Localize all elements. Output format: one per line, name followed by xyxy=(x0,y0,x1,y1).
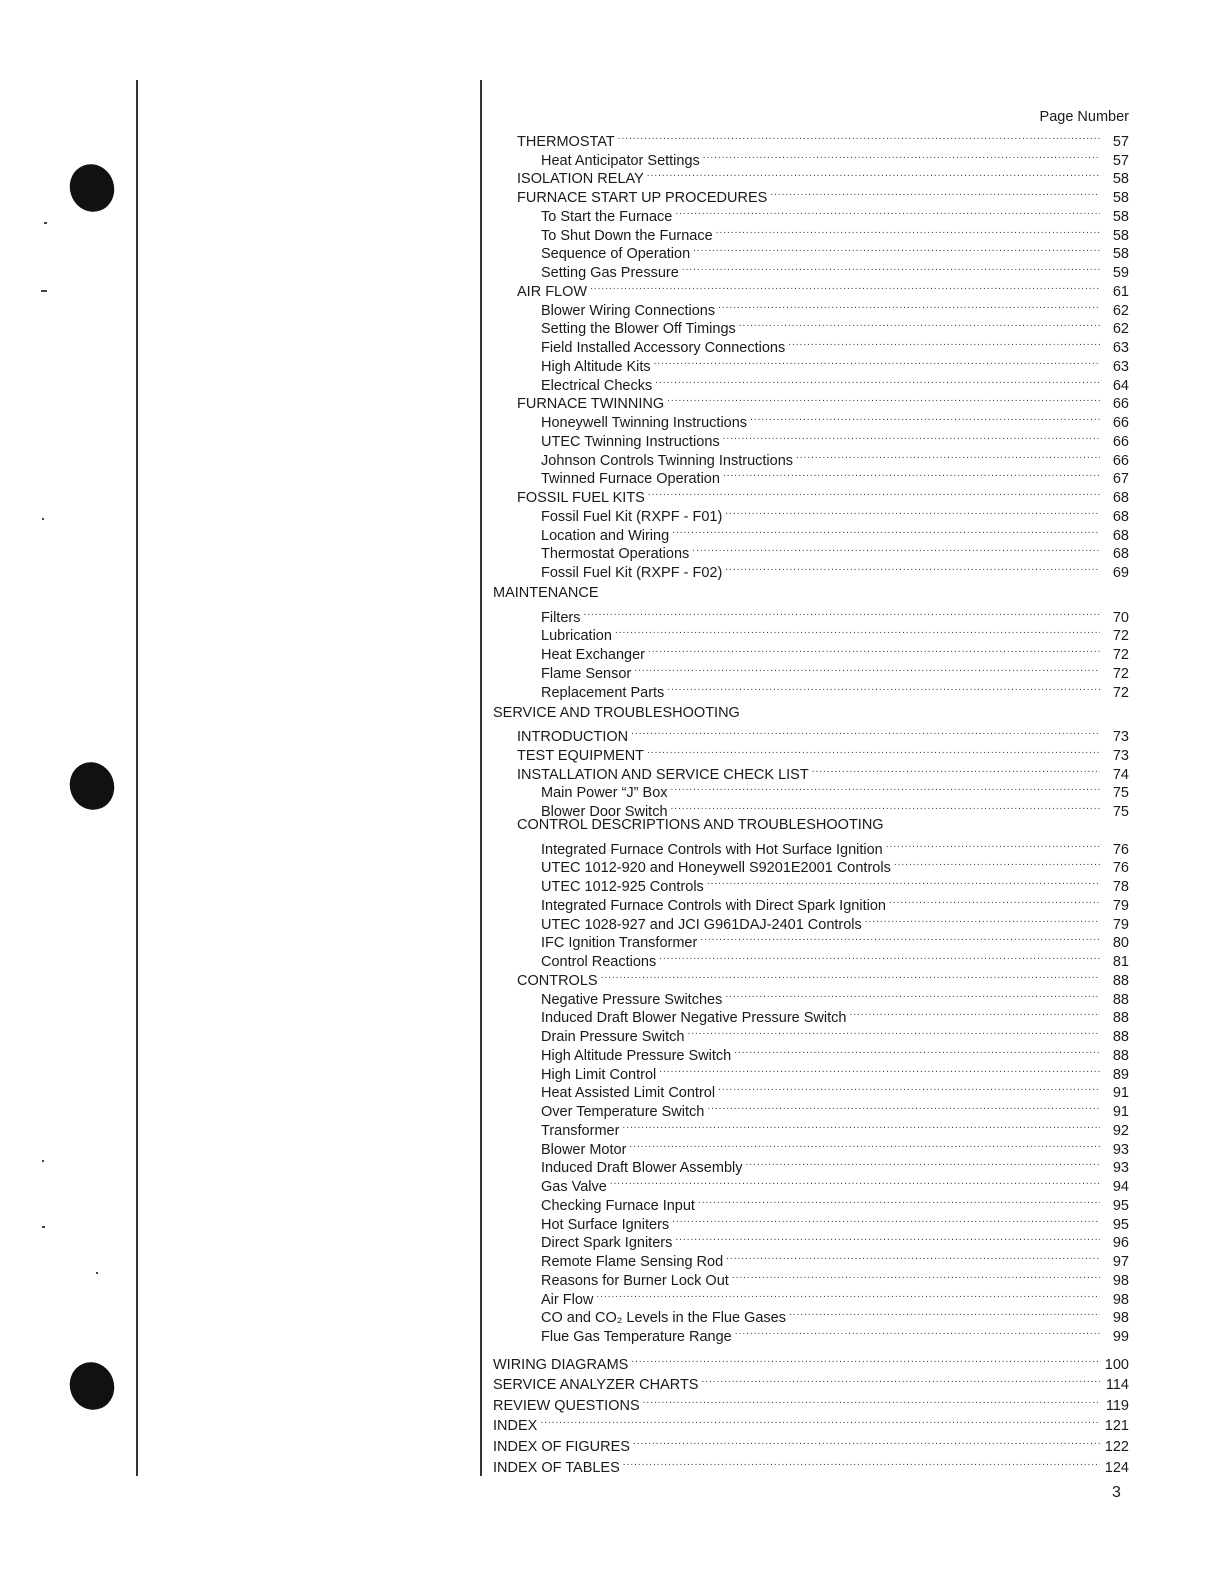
toc-entry-page: 122 xyxy=(1104,1438,1129,1455)
toc-entry-title: Heat Assisted Limit Control xyxy=(541,1085,716,1102)
toc-entry-title: ISOLATION RELAY xyxy=(517,171,644,188)
toc-entry-title: Filters xyxy=(541,609,581,626)
dot-leader xyxy=(700,929,1100,948)
dot-leader xyxy=(647,741,1100,760)
toc-entry-title: INSTALLATION AND SERVICE CHECK LIST xyxy=(517,766,809,783)
toc-entry-title: Setting Gas Pressure xyxy=(541,265,679,281)
toc-entry-title: AIR FLOW xyxy=(517,283,588,300)
dot-leader xyxy=(723,427,1100,446)
toc-entry-title: Control Reactions xyxy=(541,954,657,970)
scan-speck xyxy=(42,1160,44,1162)
dot-leader xyxy=(643,1389,1100,1410)
toc-entry-page: 98 xyxy=(1112,1291,1129,1308)
toc-entry-title: Heat Anticipator Settings xyxy=(541,152,700,169)
toc-entry xyxy=(493,835,1129,858)
dot-leader xyxy=(739,315,1100,334)
toc-entry-page: 93 xyxy=(1112,1160,1129,1177)
page-number-header: Page Number xyxy=(1039,109,1129,125)
toc-entry-page: 89 xyxy=(1112,1066,1129,1083)
dot-leader xyxy=(698,1191,1100,1210)
toc-entry-page: 124 xyxy=(1104,1459,1129,1476)
toc-entry-page: 80 xyxy=(1112,935,1129,952)
toc-entry-title: FURNACE TWINNING xyxy=(517,396,665,413)
dot-leader xyxy=(886,835,1100,854)
toc-entry-page: 68 xyxy=(1112,490,1129,506)
toc-entry-page: 63 xyxy=(1112,340,1129,356)
dot-leader xyxy=(659,947,1100,966)
dot-leader xyxy=(701,1369,1100,1390)
toc-entry-page: 76 xyxy=(1112,860,1129,877)
toc-entry-title: Checking Furnace Input xyxy=(541,1197,695,1214)
toc-entry-page: 73 xyxy=(1112,729,1129,745)
toc-entry-title: Replacement Parts xyxy=(541,684,665,701)
binder-hole xyxy=(63,756,121,816)
toc-entry-title: UTEC Twinning Instructions xyxy=(541,433,720,450)
dot-leader xyxy=(734,1041,1100,1060)
toc-entry-page: 58 xyxy=(1112,227,1129,244)
toc-entry-page: 79 xyxy=(1112,897,1129,914)
dot-leader xyxy=(648,483,1100,502)
dot-leader xyxy=(647,165,1100,184)
dot-leader xyxy=(770,183,1100,202)
toc-entry xyxy=(493,603,1129,626)
toc-entry-page: 95 xyxy=(1112,1216,1129,1233)
toc-entry-page: 100 xyxy=(1104,1356,1129,1373)
dot-leader xyxy=(596,1285,1100,1304)
toc-entry-page: 114 xyxy=(1105,1377,1129,1394)
dot-leader xyxy=(718,1079,1100,1098)
toc-entry-page: 73 xyxy=(1112,747,1129,764)
dot-leader xyxy=(601,966,1100,985)
toc-entry-title: Flue Gas Temperature Range xyxy=(541,1329,732,1345)
dot-leader xyxy=(675,202,1100,221)
dot-leader xyxy=(745,1154,1100,1173)
toc-entry-title: CONTROLS xyxy=(517,972,598,989)
toc-entry-title: Blower Door Switch xyxy=(541,804,668,820)
scan-speck xyxy=(44,222,47,224)
dot-leader xyxy=(618,127,1100,146)
toc-entry-title: Sequence of Operation xyxy=(541,246,691,263)
dot-leader xyxy=(725,985,1100,1004)
dot-leader xyxy=(590,277,1100,296)
table-of-contents xyxy=(493,108,1129,1476)
toc-entry-page: 75 xyxy=(1112,785,1129,802)
toc-entry-page: 72 xyxy=(1112,628,1129,645)
dot-leader xyxy=(629,1135,1100,1154)
toc-entry-title: INDEX OF FIGURES xyxy=(493,1438,630,1455)
toc-entry-page: 91 xyxy=(1112,1104,1129,1120)
toc-entry-title: INDEX OF TABLES xyxy=(493,1459,620,1476)
toc-entry-title: SERVICE AND TROUBLESHOOTING xyxy=(493,704,740,721)
toc-entry-page: 62 xyxy=(1112,321,1129,338)
dot-leader xyxy=(648,640,1100,659)
toc-entry-title: Transformer xyxy=(541,1122,620,1139)
page-number: 3 xyxy=(1112,1484,1121,1501)
toc-entry-page: 58 xyxy=(1112,171,1129,188)
scan-speck xyxy=(96,1272,98,1274)
toc-entry-page: 98 xyxy=(1112,1272,1129,1289)
toc-entry-title: High Altitude Kits xyxy=(541,358,651,375)
toc-entry-page: 58 xyxy=(1112,190,1129,206)
dot-leader xyxy=(667,390,1100,409)
dot-leader xyxy=(687,1022,1100,1041)
toc-entry-page: 88 xyxy=(1112,1029,1129,1045)
toc-entry-title: Remote Flame Sensing Rod xyxy=(541,1254,724,1270)
toc-entry-title: Induced Draft Blower Negative Pressure Switch xyxy=(541,1010,847,1027)
toc-entry-title: Negative Pressure Switches xyxy=(541,991,723,1008)
toc-entry-page: 74 xyxy=(1112,766,1129,783)
binder-hole xyxy=(63,158,121,218)
toc-entry-page: 68 xyxy=(1112,527,1129,544)
dot-leader xyxy=(849,1004,1100,1023)
toc-entry-page: 57 xyxy=(1112,133,1129,150)
toc-entry-page: 97 xyxy=(1112,1254,1129,1270)
toc-entry-page: 72 xyxy=(1112,684,1129,701)
toc-entry-page: 68 xyxy=(1112,508,1129,525)
toc-entry-page: 78 xyxy=(1112,879,1129,895)
toc-entry-title: INTRODUCTION xyxy=(517,729,629,745)
dot-leader xyxy=(723,465,1100,484)
toc-entry-page: 58 xyxy=(1112,246,1129,263)
binder-hole xyxy=(63,1356,121,1416)
toc-entry-title: Fossil Fuel Kit (RXPF - F01) xyxy=(541,508,723,525)
dot-leader xyxy=(789,1304,1100,1323)
toc-entry-page: 68 xyxy=(1112,546,1129,563)
toc-entry-page: 67 xyxy=(1112,471,1129,488)
toc-entry xyxy=(493,622,1129,645)
toc-entry-title: Hot Surface Igniters xyxy=(541,1216,670,1233)
dot-leader xyxy=(672,1210,1100,1229)
toc-entry-title: CO and CO₂ Levels in the Flue Gases xyxy=(541,1310,786,1327)
toc-entry-title: Heat Exchanger xyxy=(541,647,645,663)
toc-entry-title: WIRING DIAGRAMS xyxy=(493,1356,629,1373)
toc-entry-page: 76 xyxy=(1112,841,1129,858)
dot-leader xyxy=(693,240,1100,259)
toc-entry-title: Air Flow xyxy=(541,1291,594,1308)
dot-leader xyxy=(716,221,1100,240)
toc-entry-title: Integrated Furnace Controls with Direct Spark Ignition xyxy=(541,897,886,914)
dot-leader xyxy=(622,1116,1100,1135)
scan-speck xyxy=(41,290,47,292)
toc-entry-page: 91 xyxy=(1112,1085,1129,1102)
toc-entry-title: UTEC 1012-925 Controls xyxy=(541,879,704,895)
toc-entry-title: Integrated Furnace Controls with Hot Surface Ignition xyxy=(541,841,883,858)
toc-entry-page: 57 xyxy=(1112,152,1129,169)
scan-speck xyxy=(42,1226,45,1228)
toc-entry-page: 72 xyxy=(1112,647,1129,663)
toc-entry-title: Setting the Blower Off Timings xyxy=(541,321,736,338)
toc-entry-page: 81 xyxy=(1112,954,1129,970)
toc-entry-title: Lubrication xyxy=(541,628,612,645)
toc-entry-title: UTEC 1012-920 and Honeywell S9201E2001 Controls xyxy=(541,860,891,877)
dot-leader xyxy=(889,891,1100,910)
toc-entry-page: 88 xyxy=(1112,1010,1129,1027)
scan-speck xyxy=(42,518,44,520)
toc-entry-title: THERMOSTAT xyxy=(517,133,615,150)
toc-entry xyxy=(493,1348,1129,1373)
toc-entry-page: 66 xyxy=(1112,415,1129,431)
dot-leader xyxy=(725,558,1100,577)
toc-entry-title: SERVICE ANALYZER CHARTS xyxy=(493,1377,699,1394)
dot-leader xyxy=(788,333,1100,352)
dot-leader xyxy=(750,408,1100,427)
toc-entry-page: 88 xyxy=(1112,1047,1129,1064)
toc-entry xyxy=(493,127,1129,150)
toc-entry-title: Flame Sensor xyxy=(541,665,632,682)
toc-entry-page: 121 xyxy=(1104,1418,1129,1435)
toc-entry-title: Blower Motor xyxy=(541,1141,627,1158)
dot-leader xyxy=(634,659,1100,678)
toc-entry-page: 79 xyxy=(1112,916,1129,933)
toc-entry-title: INDEX xyxy=(493,1418,538,1435)
toc-entry-title: Johnson Controls Twinning Instructions xyxy=(541,452,794,469)
dot-leader xyxy=(583,603,1100,622)
toc-entry-title: Reasons for Burner Lock Out xyxy=(541,1272,729,1289)
toc-entry-page: 69 xyxy=(1112,565,1129,581)
toc-margin-rule xyxy=(480,80,482,1476)
toc-entry-page: 63 xyxy=(1112,358,1129,375)
dot-leader xyxy=(726,1247,1100,1266)
dot-leader xyxy=(703,146,1100,165)
dot-leader xyxy=(633,1430,1100,1451)
toc-entry-title: IFC Ignition Transformer xyxy=(541,935,698,952)
dot-leader xyxy=(735,1322,1100,1341)
dot-leader xyxy=(667,678,1100,697)
dot-leader xyxy=(732,1266,1100,1285)
dot-leader xyxy=(659,1060,1100,1079)
toc-entry-title: TEST EQUIPMENT xyxy=(517,747,645,764)
toc-entry-title: Over Temperature Switch xyxy=(541,1104,705,1120)
dot-leader xyxy=(718,296,1100,315)
toc-entry-title: Location and Wiring xyxy=(541,527,670,544)
toc-entry-title: Direct Spark Igniters xyxy=(541,1235,673,1252)
toc-entry-page: 66 xyxy=(1112,396,1129,413)
left-margin-rule xyxy=(136,80,138,1476)
toc-entry xyxy=(493,584,1129,603)
dot-leader xyxy=(623,1451,1100,1472)
dot-leader xyxy=(675,1229,1100,1248)
toc-entry-page: 98 xyxy=(1112,1310,1129,1327)
toc-entry-page: 66 xyxy=(1112,452,1129,469)
toc-entry-page: 75 xyxy=(1112,804,1129,820)
toc-entry-title: Field Installed Accessory Connections xyxy=(541,340,786,356)
toc-entry-title: FURNACE START UP PROCEDURES xyxy=(517,190,768,206)
toc-entry-page: 88 xyxy=(1112,972,1129,989)
toc-entry-page: 70 xyxy=(1112,609,1129,626)
toc-entry-page: 119 xyxy=(1105,1397,1129,1414)
toc-entry-title: Blower Wiring Connections xyxy=(541,302,716,319)
toc-entry-page: 58 xyxy=(1112,208,1129,225)
dot-leader xyxy=(682,258,1100,277)
toc-entry-title: Twinned Furnace Operation xyxy=(541,471,720,488)
toc-entry-title: Thermostat Operations xyxy=(541,546,690,563)
toc-entry-page: 92 xyxy=(1112,1122,1129,1139)
dot-leader xyxy=(654,352,1100,371)
toc-entry-title: FOSSIL FUEL KITS xyxy=(517,490,645,506)
toc-entry xyxy=(493,1430,1129,1455)
toc-entry xyxy=(493,704,1129,723)
dot-leader xyxy=(540,1410,1100,1431)
toc-entry-page: 64 xyxy=(1112,377,1129,394)
toc-entry-title: Main Power “J” Box xyxy=(541,785,668,802)
toc-entry-page: 61 xyxy=(1112,283,1129,300)
dot-leader xyxy=(610,1172,1100,1191)
toc-entry-page: 88 xyxy=(1112,991,1129,1008)
dot-leader xyxy=(812,760,1100,779)
toc-entry-title: Induced Draft Blower Assembly xyxy=(541,1160,743,1177)
toc-list xyxy=(493,127,1129,1476)
toc-entry-page: 72 xyxy=(1112,665,1129,682)
toc-entry-title: CONTROL DESCRIPTIONS AND TROUBLESHOOTING xyxy=(517,817,884,833)
toc-entry-title: To Shut Down the Furnace xyxy=(541,227,713,244)
toc-entry-page: 95 xyxy=(1112,1197,1129,1214)
toc-entry-page: 96 xyxy=(1112,1235,1129,1252)
dot-leader xyxy=(615,622,1100,641)
dot-leader xyxy=(671,797,1100,816)
dot-leader xyxy=(672,521,1100,540)
toc-entry-title: High Altitude Pressure Switch xyxy=(541,1047,732,1064)
dot-leader xyxy=(655,371,1100,390)
dot-leader xyxy=(692,540,1100,559)
dot-leader xyxy=(631,722,1100,741)
toc-entry-title: REVIEW QUESTIONS xyxy=(493,1397,640,1414)
toc-entry-page: 94 xyxy=(1112,1179,1129,1195)
toc-entry-title: UTEC 1028-927 and JCI G961DAJ-2401 Controls xyxy=(541,916,862,933)
toc-entry xyxy=(493,1410,1129,1435)
toc-entry-page: 59 xyxy=(1112,265,1129,281)
toc-entry-page: 66 xyxy=(1112,433,1129,450)
toc-entry-page: 93 xyxy=(1112,1141,1129,1158)
toc-entry-title: MAINTENANCE xyxy=(493,585,599,601)
dot-leader xyxy=(671,779,1100,798)
toc-entry xyxy=(493,296,1129,319)
toc-entry-title: High Limit Control xyxy=(541,1066,657,1083)
dot-leader xyxy=(631,1348,1100,1369)
toc-entry-title: To Start the Furnace xyxy=(541,208,673,225)
dot-leader xyxy=(707,1097,1100,1116)
dot-leader xyxy=(707,872,1100,891)
toc-entry-title: Electrical Checks xyxy=(541,377,653,394)
dot-leader xyxy=(796,446,1100,465)
toc-entry-title: Drain Pressure Switch xyxy=(541,1029,685,1045)
toc-entry-page: 62 xyxy=(1112,302,1129,319)
dot-leader xyxy=(725,502,1100,521)
dot-leader xyxy=(894,854,1100,873)
toc-entry xyxy=(493,816,1129,835)
toc-entry-page: 99 xyxy=(1112,1329,1129,1345)
toc-entry-title: Honeywell Twinning Instructions xyxy=(541,415,748,431)
dot-leader xyxy=(865,910,1100,929)
toc-entry-title: Fossil Fuel Kit (RXPF - F02) xyxy=(541,565,723,581)
toc-entry-title: Gas Valve xyxy=(541,1179,607,1195)
toc-entry xyxy=(493,722,1129,745)
